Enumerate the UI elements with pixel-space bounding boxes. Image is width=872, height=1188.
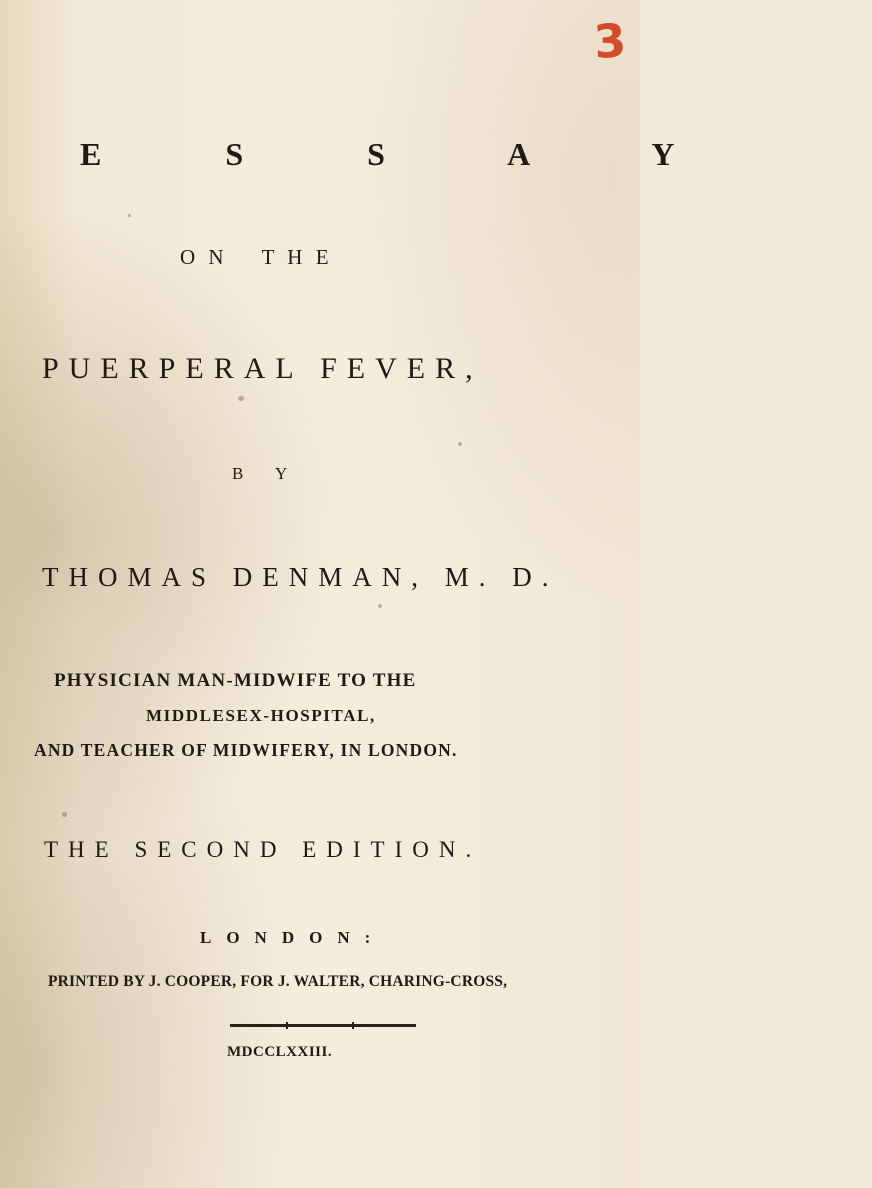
edition-statement: THE SECOND EDITION. [44, 837, 482, 862]
author-title-line-2: MIDDLESEX-HOSPITAL, [146, 706, 376, 725]
foxing-spot [378, 604, 382, 608]
by-line: B Y [232, 464, 302, 483]
author-title-line-3: AND TEACHER OF MIDWIFERY, IN LONDON. [34, 740, 458, 760]
the-word: T H E [261, 245, 333, 269]
subject-heading: PUERPERAL FEVER, [42, 352, 483, 385]
essay-heading: E S S A Y [80, 136, 733, 172]
foxing-spot [128, 214, 131, 217]
foxing-spot [238, 396, 244, 401]
divider-rule [230, 1024, 416, 1027]
author-title-line-1: PHYSICIAN MAN-MIDWIFE TO THE [54, 670, 417, 691]
on-the-line [180, 245, 480, 270]
imprint-printer: PRINTED BY J. COOPER, FOR J. WALTER, CHARING-CROSS, [48, 973, 508, 990]
imprint-date: MDCCLXXIII. [227, 1044, 333, 1060]
imprint-place: LONDON: [200, 928, 386, 947]
page-number: 3 [592, 12, 628, 70]
author-name: THOMAS DENMAN, M. D. [42, 562, 559, 592]
foxing-spot [62, 812, 67, 817]
foxing-spot [458, 442, 462, 446]
on-word: O N [180, 245, 228, 269]
